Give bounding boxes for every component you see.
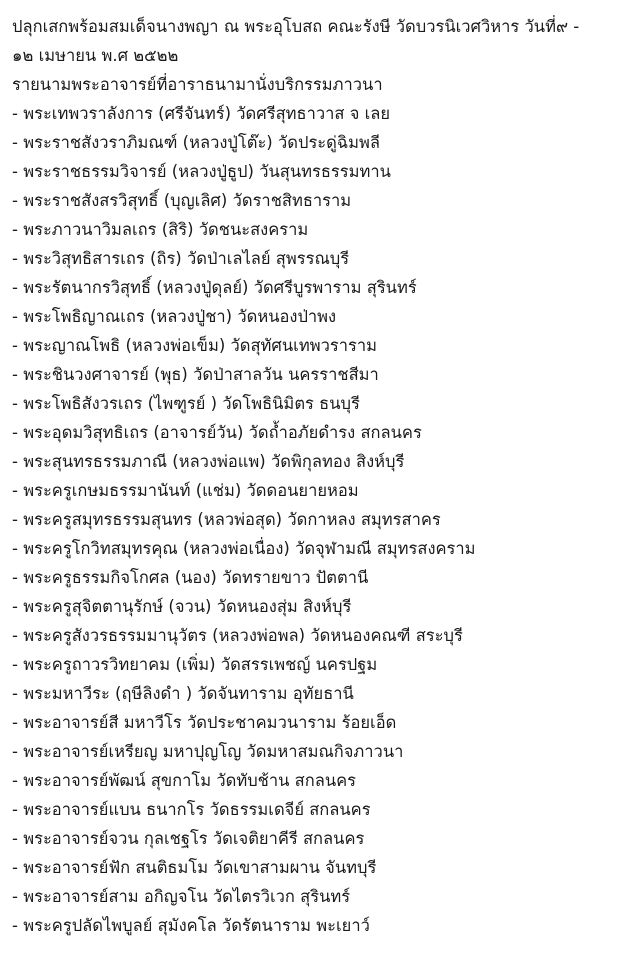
list-item: - พระอาจารย์แบน ธนากโร วัดธรรมเดจีย์ สกลนคร (12, 800, 371, 819)
list-item: - พระครูถาวรวิทยาคม (เพิ่ม) วัดสรรเพชญ์ นครปฐม (12, 655, 378, 674)
list-item: - พระโพธิสังวรเถร (ไพฑูรย์ ) วัดโพธินิมิตร ธนบุรี (12, 394, 360, 413)
list-item: - พระครูสุจิตตานุรักษ์ (จวน) วัดหนองสุ่ม สิงห์บุรี (12, 597, 352, 616)
heading-line-2: ๑๒ เมษายน พ.ศ ๒๕๒๒ (12, 46, 179, 65)
list-item: - พระครูสมุทรธรรมสุนทร (หลวพ่อสุด) วัดกาหลง สมุทรสาคร (12, 510, 441, 529)
list-item: - พระมหาวีระ (ฤษีลิงดำ ) วัดจันทาราม อุทัยธานี (12, 684, 354, 703)
heading-line-1: ปลุกเสกพร้อมสมเด็จนางพญา ณ พระอุโบสถ คณะรังษี วัดบวรนิเวศวิหาร วันที่๙ - (12, 17, 580, 36)
list-item: - พระครูโกวิทสมุทรคุณ (หลวงพ่อเนื่อง) วัดจุฬามณี สมุทรสงคราม (12, 539, 476, 558)
list-item: - พระเทพวราลังการ (ศรีจันทร์) วัดศรีสุทธาวาส จ เลย (12, 104, 391, 123)
list-item: - พระอาจารย์เหรียญ มหาปุญโญ วัดมหาสมณกิจภาวนา (12, 742, 404, 761)
list-item: - พระครูสังวรธรรมมานุวัตร (หลวงพ่อพล) วัดหนองคณฑี สระบุรี (12, 626, 463, 645)
list-item: - พระสุนทรธรรมภาณี (หลวงพ่อแพ) วัดพิกุลทอง สิงห์บุรี (12, 452, 405, 471)
list-item: - พระอาจารย์สาม อกิญจโน วัดไตรวิเวก สุรินทร์ (12, 887, 351, 906)
list-item: - พระอาจารย์ฟัก สนติธมโม วัดเขาสามผาน จันทบุรี (12, 858, 377, 877)
list-item: - พระราชสังสรวิสุทธิ์ (บุญเลิศ) วัดราชสิทธาราม (12, 191, 352, 210)
list-item: - พระอุดมวิสุทธิเถร (อาจารย์วัน) วัดถ้ำอภัยดำรง สกลนคร (12, 423, 422, 442)
document-heading (12, 12, 622, 99)
list-item: - พระญาณโพธิ (หลวงพ่อเข็ม) วัดสุทัศนเทพวราราม (12, 336, 377, 355)
list-item: - พระรัตนากรวิสุทธิ์ (หลวงปู่ดุลย์) วัดศรีบูรพาราม สุรินทร์ (12, 278, 417, 297)
list-item: - พระราชสังวราภิมณฑ์ (หลวงปู่โต๊ะ) วัดประดู่ฉิมพลี (12, 133, 380, 152)
list-item: - พระอาจารย์จวน กุลเชฐโร วัดเจติยาคีรี สกลนคร (12, 829, 365, 848)
list-item: - พระครูปลัดไพบูลย์ สุมังคโล วัดรัตนาราม พะเยาว์ (12, 916, 370, 935)
list-item: - พระครูธรรมกิจโกศล (นอง) วัดทรายขาว ปัตตานี (12, 568, 369, 587)
list-item: - พระครูเกษมธรรมานันท์ (แช่ม) วัดดอนยายหอม (12, 481, 359, 500)
list-item: - พระชินวงศาจารย์ (พุธ) วัดป่าสาลวัน นครราชสีมา (12, 365, 379, 384)
list-item: - พระอาจารย์สี มหาวีโร วัดประชาคมวนาราม ร้อยเอ็ด (12, 713, 397, 732)
list-item: - พระวิสุทธิสารเถร (ถิร) วัดป่าเลไลย์ สุพรรณบุรี (12, 249, 350, 268)
list-item: - พระโพธิญาณเถร (หลวงปู่ชา) วัดหนองป่าพง (12, 307, 337, 326)
heading-line-3: รายนามพระอาจารย์ที่อาราธนามานั่งบริกรรมภาวนา (12, 75, 383, 94)
list-item: - พระภาวนาวิมลเถร (สิริ) วัดชนะสงคราม (12, 220, 309, 239)
monk-list (12, 99, 622, 940)
list-item: - พระราชธรรมวิจารย์ (หลวงปู่ธูป) วันสุนทรธรรมทาน (12, 162, 391, 181)
list-item: - พระอาจารย์พัฒน์ สุขกาโม วัดทับช้าน สกลนคร (12, 771, 357, 790)
